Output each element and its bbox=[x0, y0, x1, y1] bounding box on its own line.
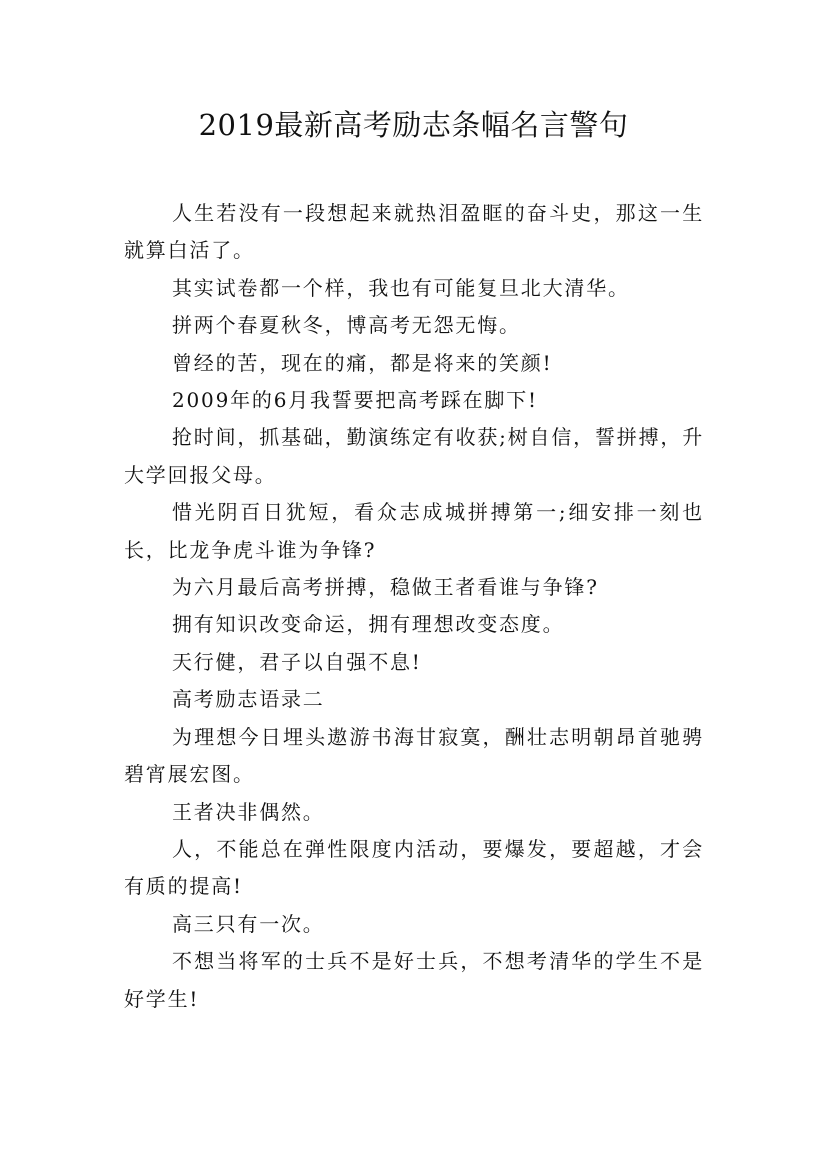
paragraph: 为理想今日埋头遨游书海甘寂寞，酬壮志明朝昂首驰骋碧宵展宏图。 bbox=[124, 724, 704, 787]
paragraph: 不想当将军的士兵不是好士兵，不想考清华的学生不是好学生! bbox=[124, 949, 704, 1011]
document-title: 2019最新高考励志条幅名言警句 bbox=[198, 108, 629, 142]
paragraph: 拼两个春夏秋冬，博高考无怨无悔。 bbox=[172, 313, 521, 338]
document-body bbox=[124, 195, 704, 1018]
paragraph: 为六月最后高考拼搏，稳做王者看谁与争锋? bbox=[172, 575, 599, 600]
paragraph: 惜光阴百日犹短，看众志成城拼搏第一;细安排一刻也长，比龙争虎斗谁为争锋? bbox=[124, 500, 704, 562]
section-heading: 高考励志语录二 bbox=[172, 687, 325, 712]
paragraph: 拥有知识改变命运，拥有理想改变态度。 bbox=[172, 612, 565, 637]
paragraph: 人生若没有一段想起来就热泪盈眶的奋斗史，那这一生就算白活了。 bbox=[124, 201, 704, 263]
paragraph: 其实试卷都一个样，我也有可能复旦北大清华。 bbox=[172, 275, 630, 300]
paragraph: 曾经的苦，现在的痛，都是将来的笑颜! bbox=[172, 350, 553, 375]
paragraph: 王者决非偶然。 bbox=[172, 799, 325, 824]
paragraph: 抢时间，抓基础，勤演练定有收获;树自信，誓拼搏，升大学回报父母。 bbox=[124, 425, 704, 487]
paragraph: 人，不能总在弹性限度内活动，要爆发，要超越，才会有质的提高! bbox=[124, 836, 704, 899]
paragraph: 高三只有一次。 bbox=[172, 911, 325, 936]
paragraph: 天行健，君子以自强不息! bbox=[172, 649, 422, 674]
paragraph: 2009年的6月我誓要把高考踩在脚下! bbox=[172, 388, 538, 413]
